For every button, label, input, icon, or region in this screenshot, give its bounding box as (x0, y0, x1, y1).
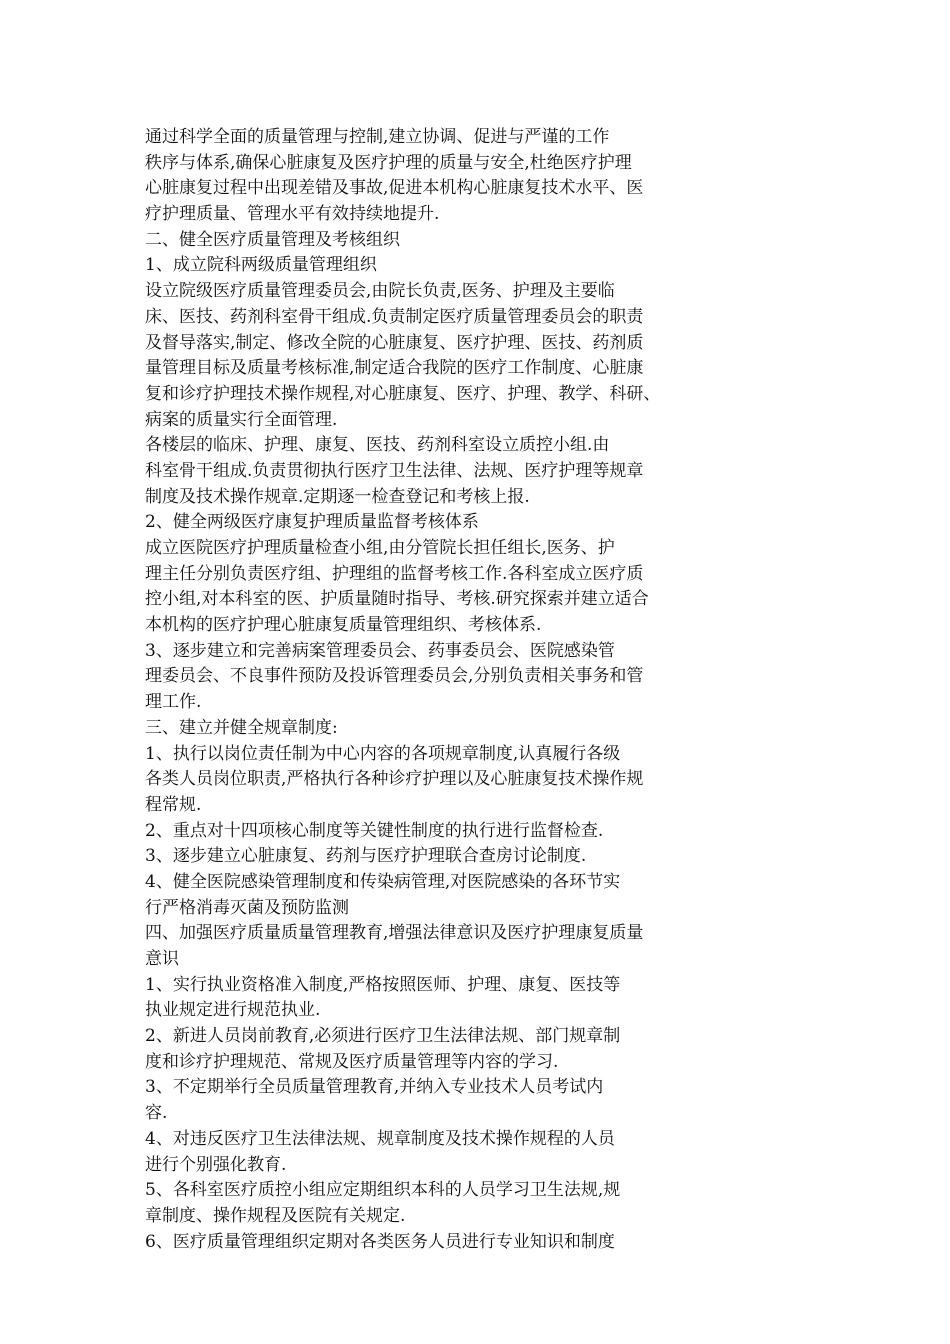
text-line: 进行个别强化教育. (145, 1154, 287, 1175)
text-line: 本机构的医疗护理心脏康复质量管理组织、考核体系. (145, 615, 542, 636)
text-line: 5、各科室医疗质控小组应定期组织本科的人员学习卫生法规,规 (145, 1180, 621, 1201)
document-body (145, 125, 785, 1255)
text-line: 理主任分别负责医疗组、护理组的监督考核工作.各科室成立医疗质 (145, 563, 644, 584)
text-line: 2、健全两级医疗康复护理质量监督考核体系 (145, 512, 479, 533)
text-line: 四、加强医疗质量质量管理教育,增强法律意识及医疗护理康复质量 (145, 923, 644, 944)
text-line: 3、逐步建立心脏康复、药剂与医疗护理联合查房讨论制度. (145, 846, 587, 867)
text-line: 度和诊疗护理规范、常规及医疗质量管理等内容的学习. (145, 1051, 559, 1072)
text-line: 量管理目标及质量考核标准,制定适合我院的医疗工作制度、心脏康 (145, 358, 644, 379)
text-line: 2、新进人员岗前教育,必须进行医疗卫生法律法规、部门规章制 (145, 1026, 621, 1047)
text-line: 3、逐步建立和完善病案管理委员会、药事委员会、医院感染管 (145, 640, 615, 661)
text-line: 程常规. (145, 794, 202, 815)
text-line: 行严格消毒灭菌及预防监测 (145, 897, 349, 918)
text-line: 控小组,对本科室的医、护质量随时指导、考核.研究探索并建立适合 (145, 589, 649, 610)
text-line: 三、建立并健全规章制度: (145, 717, 338, 738)
text-line: 理委员会、不良事件预防及投诉管理委员会,分别负责相关事务和管 (145, 666, 644, 687)
text-line: 秩序与体系,确保心脏康复及医疗护理的质量与安全,杜绝医疗护理 (145, 152, 632, 173)
text-line: 容. (145, 1103, 168, 1124)
text-line: 1、实行执业资格准入制度,严格按照医师、护理、康复、医技等 (145, 974, 621, 995)
text-line: 心脏康复过程中出现差错及事故,促进本机构心脏康复技术水平、医 (145, 178, 644, 199)
text-line: 4、对违反医疗卫生法律法规、规章制度及技术操作规程的人员 (145, 1128, 615, 1149)
text-line: 设立院级医疗质量管理委员会,由院长负责,医务、护理及主要临 (145, 281, 615, 302)
text-line: 科室骨干组成.负责贯彻执行医疗卫生法律、法规、医疗护理等规章 (145, 460, 644, 481)
text-line: 成立医院医疗护理质量检查小组,由分管院长担任组长,医务、护 (145, 538, 615, 558)
text-line: 执业规定进行规范执业. (145, 1000, 321, 1021)
text-line: 各类人员岗位职责,严格执行各种诊疗护理以及心脏康复技术操作规 (145, 769, 644, 790)
text-line: 二、健全医疗质量管理及考核组织 (145, 229, 400, 250)
text-line: 4、健全医院感染管理制度和传染病管理,对医院感染的各环节实 (145, 871, 621, 892)
text-line: 复和诊疗护理技术操作规程,对心脏康复、医疗、护理、教学、科研、 (145, 383, 661, 404)
text-line: 2、重点对十四项核心制度等关键性制度的执行进行监督检查. (145, 820, 604, 841)
text-line: 理工作. (145, 692, 202, 713)
text-line: 病案的质量实行全面管理. (145, 409, 338, 430)
text-line: 通过科学全面的质量管理与控制,建立协调、促进与严谨的工作 (145, 127, 610, 147)
text-line: 1、成立院科两级质量管理组织 (145, 255, 377, 276)
text-line: 及督导落实,制定、修改全院的心脏康复、医疗护理、医技、药剂质 (145, 332, 644, 353)
text-line: 疗护理质量、管理水平有效持续地提升. (145, 204, 440, 225)
text-line: 3、不定期举行全员质量管理教育,并纳入专业技术人员考试内 (145, 1077, 604, 1098)
text-line: 1、执行以岗位责任制为中心内容的各项规章制度,认真履行各级 (145, 743, 621, 764)
text-line: 6、医疗质量管理组织定期对各类医务人员进行专业知识和制度 (145, 1231, 615, 1252)
text-line: 床、医技、药剂科室骨干组成.负责制定医疗质量管理委员会的职责 (145, 306, 644, 327)
text-line: 意识 (145, 949, 179, 969)
text-line: 制度及技术操作规章.定期逐一检查登记和考核上报. (145, 486, 530, 507)
text-line: 各楼层的临床、护理、康复、医技、药剂科室设立质控小组.由 (145, 435, 610, 456)
text-line: 章制度、操作规程及医院有关规定. (145, 1205, 406, 1226)
